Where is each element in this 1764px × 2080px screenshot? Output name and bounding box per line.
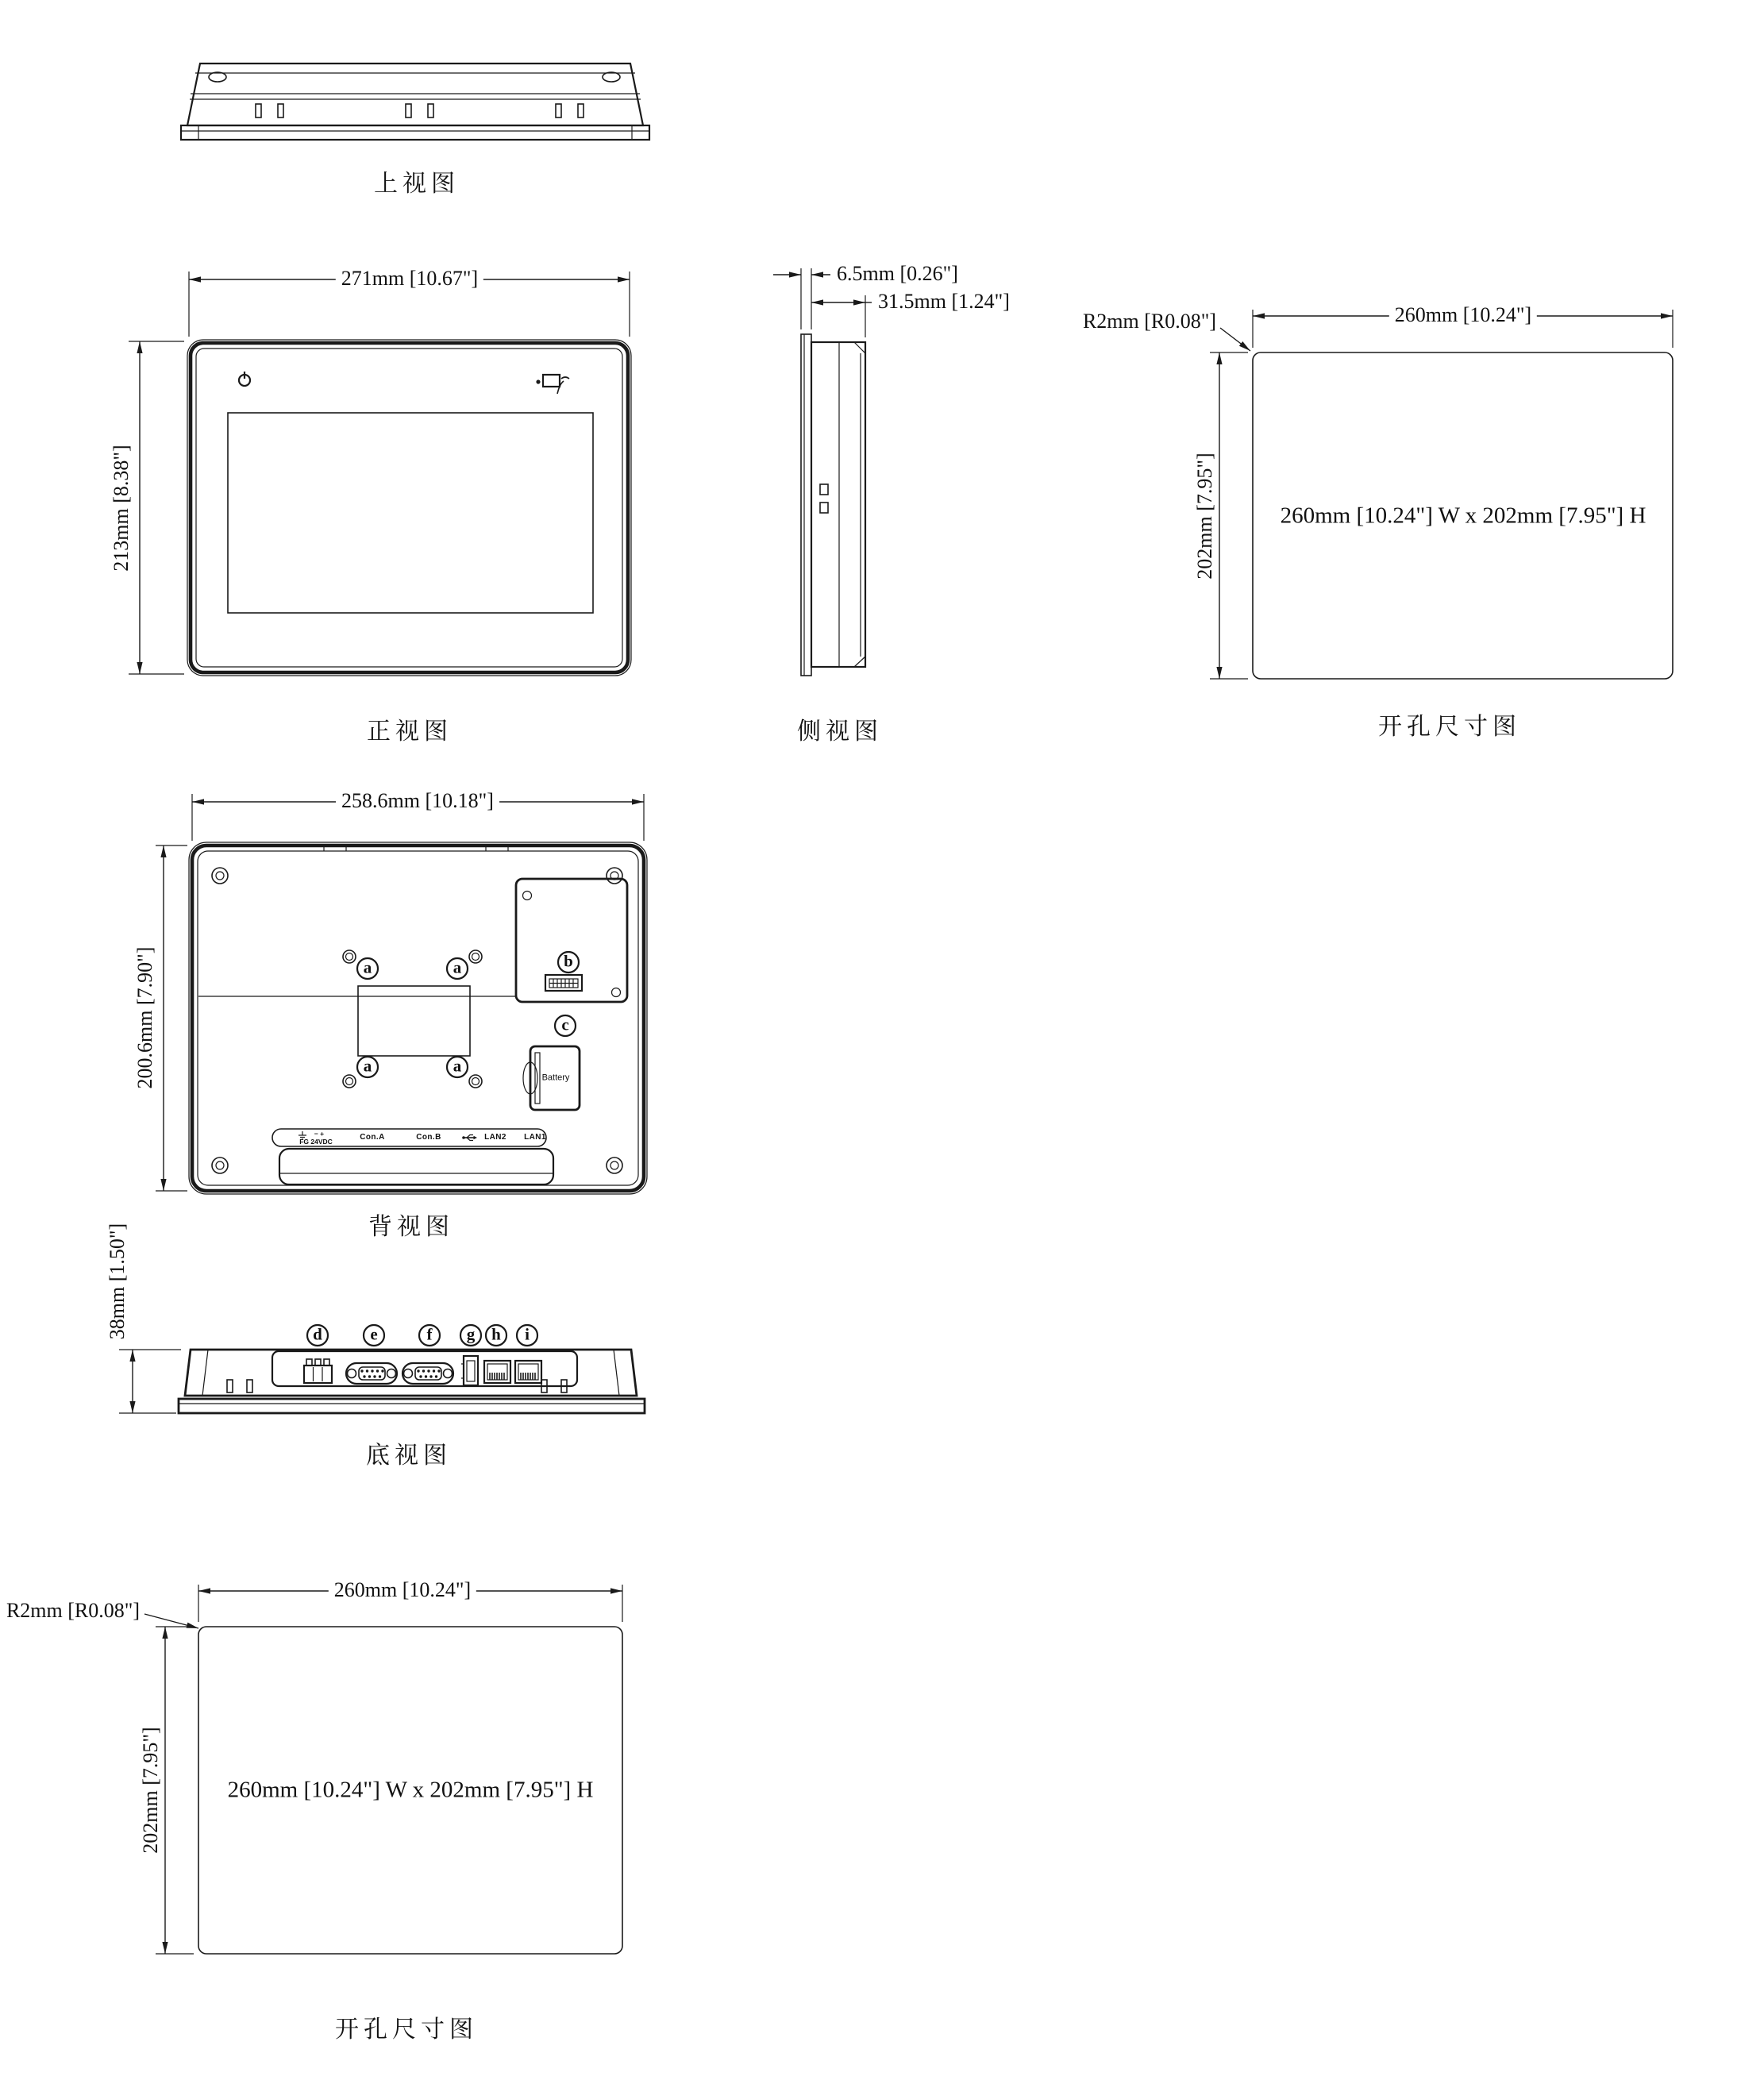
side-view-drawing (773, 268, 872, 676)
db9-connector-icon-e (346, 1363, 397, 1384)
cutout-bottom-caption: 开孔尺寸图 (335, 2016, 478, 2043)
cutout-bottom-width-dimension: 260mm [10.24"] (329, 1579, 476, 1601)
cutout-bottom-center-note: 260mm [10.24"] W x 202mm [7.95"] H (227, 1777, 594, 1803)
touch-icon (536, 375, 569, 394)
cutout-top-caption: 开孔尺寸图 (1378, 714, 1521, 740)
power-signs-label: − + (314, 1129, 325, 1138)
top-view-caption: 上视图 (374, 171, 460, 197)
vesa-callout-a4: a (453, 1056, 462, 1076)
callout-h: h (491, 1324, 501, 1344)
con-a-label: Con.A (360, 1133, 385, 1142)
callout-f: f (426, 1324, 433, 1344)
usb-port-icon (461, 1356, 478, 1385)
battery-compartment (523, 1015, 580, 1110)
power-port-label: FG 24VDC (299, 1137, 333, 1146)
side-depth-dimension: 31.5mm [1.24"] (878, 290, 1010, 313)
lan2-label: LAN2 (484, 1133, 506, 1142)
back-view-drawing (156, 794, 647, 1194)
cutout-top-drawing (1210, 310, 1673, 679)
top-view-drawing (181, 64, 649, 140)
vesa-callout-a3: a (363, 1056, 372, 1076)
callout-e: e (370, 1324, 378, 1344)
lan1-label: LAN1 (524, 1133, 546, 1142)
front-width-dimension: 271mm [10.67"] (336, 268, 483, 290)
back-width-dimension: 258.6mm [10.18"] (336, 790, 499, 812)
rj45-port-icon-i (515, 1361, 541, 1383)
cutout-bottom-radius-dimension: R2mm [R0.08"] (6, 1599, 140, 1622)
top-view-vent-slots (256, 104, 584, 117)
side-bezel-dimension: 6.5mm [0.26"] (837, 262, 958, 285)
interface-compartment (516, 879, 627, 1002)
callout-g: g (466, 1324, 476, 1344)
bottom-view-drawing (119, 1325, 645, 1413)
front-view-caption: 正视图 (367, 718, 453, 745)
side-view-caption: 侧视图 (797, 718, 883, 745)
power-terminal-icon (304, 1359, 332, 1383)
battery-callout-c: c (561, 1015, 569, 1034)
usb-icon (462, 1135, 477, 1141)
cutout-bottom-drawing (144, 1585, 622, 1954)
cutout-top-center-note: 260mm [10.24"] W x 202mm [7.95"] H (1280, 503, 1647, 529)
cutout-top-radius-dimension: R2mm [R0.08"] (1082, 310, 1216, 333)
back-view-caption: 背视图 (368, 1214, 454, 1240)
callout-d: d (313, 1324, 322, 1344)
cutout-top-width-dimension: 260mm [10.24"] (1389, 304, 1537, 326)
con-b-label: Con.B (416, 1133, 441, 1142)
cutout-bottom-height-dimension: 202mm [7.95"] (140, 1721, 162, 1859)
vesa-callout-a1: a (363, 957, 372, 977)
power-led-icon (239, 372, 250, 386)
dip-connector-icon (545, 975, 582, 991)
front-screen (228, 413, 593, 613)
rj45-port-icon-h (484, 1361, 510, 1383)
front-height-dimension: 213mm [8.38"] (110, 439, 133, 576)
bottom-height-dimension: 38mm [1.50"] (106, 1218, 129, 1345)
back-height-dimension: 200.6mm [7.90"] (134, 942, 156, 1095)
callout-i: i (525, 1324, 530, 1344)
bottom-view-caption: 底视图 (366, 1443, 452, 1469)
db9-connector-icon-f (402, 1363, 453, 1384)
front-view-drawing (129, 272, 631, 676)
vesa-callout-a2: a (453, 957, 462, 977)
cutout-top-height-dimension: 202mm [7.95"] (1194, 447, 1216, 584)
connector-callout-b: b (564, 951, 573, 971)
battery-label: Battery (541, 1073, 570, 1083)
